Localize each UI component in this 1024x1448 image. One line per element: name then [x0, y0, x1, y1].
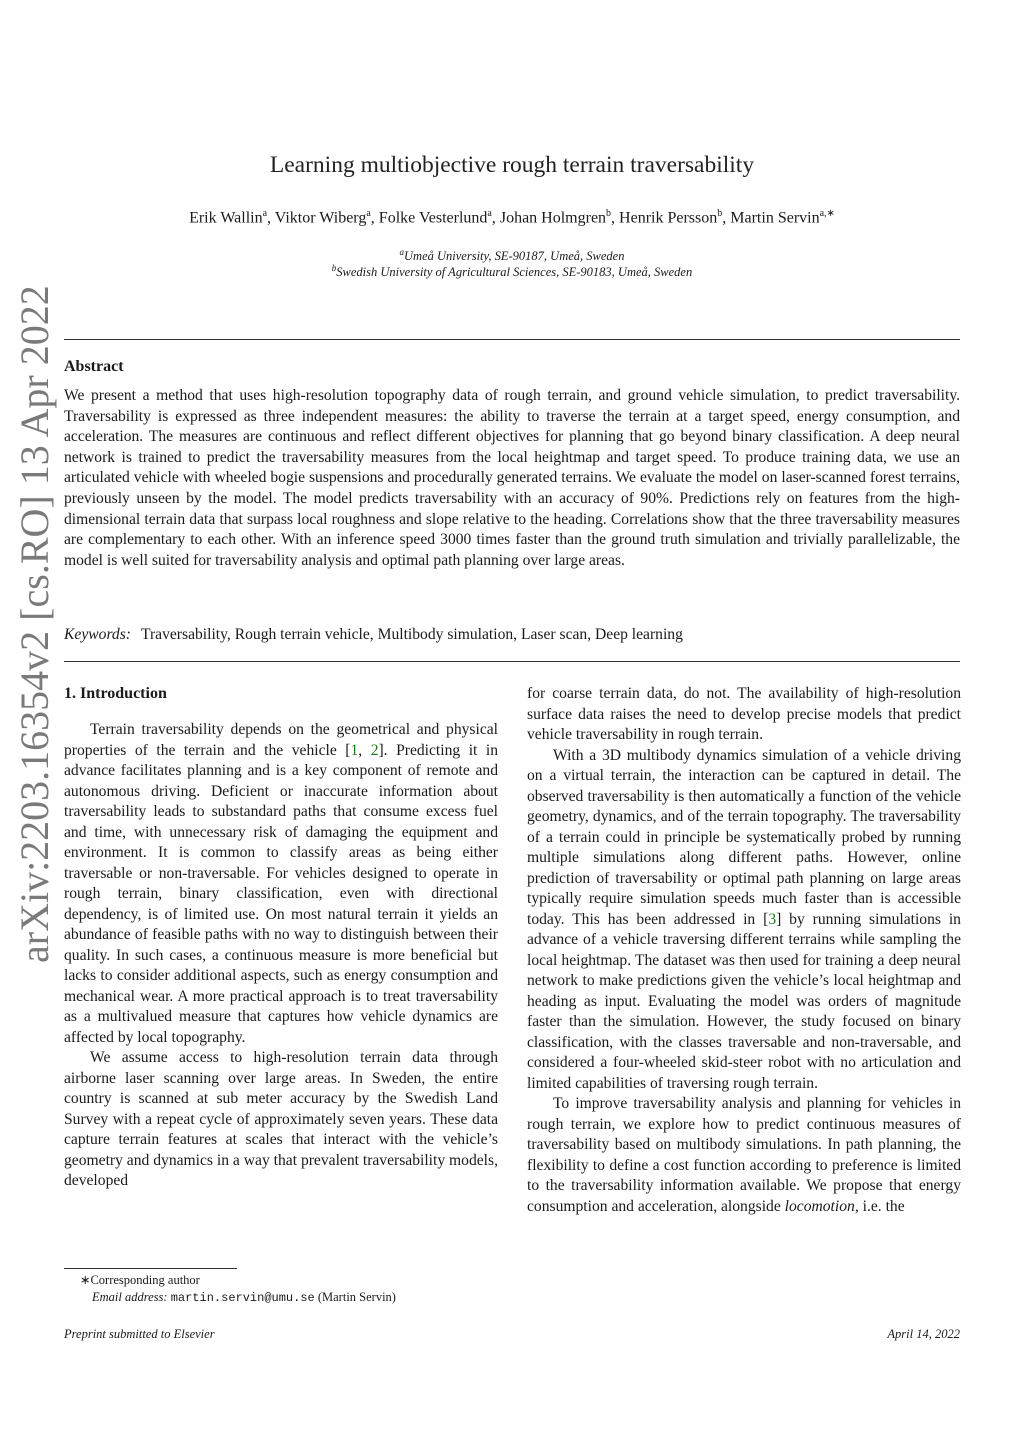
keywords	[64, 626, 960, 644]
paragraph-text: To improve traversability analysis and planning for vehicles in rough terrain, we explore how to predict continuous measures of traversability based on multibody simulations. In path planning, the flexibility to define a cost function according to preference is limited to the traversability information available. We propose that energy consumption and acceleration, alongside	[527, 1095, 961, 1215]
author-name: Viktor Wiberg	[274, 209, 367, 227]
paragraph	[527, 1094, 961, 1217]
top-divider	[64, 339, 960, 340]
footer-preprint: Preprint submitted to Elsevier	[64, 1327, 215, 1341]
author-list: Erik Wallin$^a$, Viktor Wiberg$^a$, Folke Vesterlund$^a$, Johan Holmgren$^b$, Henrik Persson$^b$, Martin Servin$^{a,∗}$	[189, 208, 835, 227]
left-column	[64, 684, 498, 1192]
author-affil-mark: a,∗	[819, 208, 835, 219]
footnote-email	[92, 1290, 396, 1305]
affiliation-a	[0, 247, 1024, 264]
right-column	[527, 684, 961, 1217]
author-name: Johan Holmgren	[499, 209, 607, 227]
author-affil-mark: a	[366, 208, 371, 219]
affiliation-mark: b	[331, 263, 337, 273]
author-affil-mark: a	[262, 208, 268, 219]
footnote-divider	[64, 1268, 237, 1269]
paragraph-text: , i.e. the	[854, 1197, 905, 1215]
keywords-label: Keywords:	[64, 626, 131, 643]
affiliation-b	[0, 263, 1024, 280]
paragraph-text: With a 3D multibody dynamics simulation of a vehicle driving on a virtual terrain, the interaction can be captured in detail. The observed traversability is then automatically a function of the vehicle geometry, dynamics, and of the terrain topography. The traversability of a terrain could in principle be systematically probed by running multiple simulations along different paths. However, online prediction of traversability or optimal path planning on large areas typically require simulation speeds much faster than is accessible today. This has been addressed in [	[527, 746, 961, 928]
paragraph-text: ,	[358, 741, 371, 759]
affiliation-mark: a	[399, 247, 405, 257]
citation-link[interactable]: 1	[350, 741, 359, 759]
keywords-text: Traversability, Rough terrain vehicle, Multibody simulation, Laser scan, Deep learning	[141, 626, 683, 643]
author-name: Erik Wallin	[189, 209, 263, 227]
citation-link[interactable]: 3	[768, 910, 777, 928]
author-name: Henrik Persson	[619, 209, 718, 227]
author-affil-mark: b	[606, 208, 612, 219]
paragraph	[527, 746, 961, 1095]
abstract-body: We present a method that uses high-resolution topography data of rough terrain, and ground vehicle simulation, to predict traversability. Traversability is expressed as three independent measures: the ability to traverse the terrain at a target speed, energy consumption, and acceleration. The measures are continuous and reflect different objectives for planning that go beyond binary classification. A deep neural network is trained to predict the traversability measures from the local heightmap and target speed. To produce training data, we use an articulated vehicle with wheeled bogie suspensions and procedurally generated terrains. We evaluate the model on laser-scanned forest terrains, previously unseen by the model. The model predicts traversability with an accuracy of 90%. Predictions rely on features from the high-dimensional terrain data that surpass local roughness and slope relative to the heading. Correlations show that the three traversability measures are complementary to each other. With an inference speed 3000 times faster than the ground truth simulation and trivially parallelizable, the model is well suited for traversability analysis and optimal path planning over large areas.	[64, 387, 960, 569]
affiliation-text: Swedish University of Agricultural Sciences, SE-90183, Umeå, Sweden	[336, 265, 693, 280]
paragraph-text: ]. Predicting it in advance facilitates planning and is a key component of remote and autonomous driving. Deficient or inaccurate information about traversability leads to substandard paths that consume excess fuel and time, with unnecessary risk of damaging the equipment and environment. It is common to classify areas as being either traversable or non-traversable. For vehicles designed to operate in rough terrain, binary classification, even with directional dependency, is of limited use. On most natural terrain it yields an abundance of feasible paths with no way to distinguish between their quality. In such cases, a continuous measure is more beneficial but lacks to consider additional aspects, such as energy consumption and mechanical wear. A more practical approach is to treat traversability as a multivalued measure that captures how vehicle dynamics are affected by local topography.	[64, 741, 499, 1046]
section-heading: 1. Introduction	[64, 685, 167, 702]
footer-date: April 14, 2022	[887, 1327, 960, 1341]
author-affil-mark: b	[717, 208, 723, 219]
paragraph-text: Terrain traversability depends on the geometrical and physical properties of the terrain and the vehicle [	[64, 721, 498, 759]
email-label: Email address:	[92, 1290, 168, 1304]
email-name: (Martin Servin)	[317, 1290, 396, 1304]
bottom-divider	[64, 661, 960, 662]
paragraph: for coarse terrain data, do not. The availability of high-resolution surface data raises the need to develop precise models that predict vehicle traversability in rough terrain.	[527, 685, 961, 743]
author-name: Martin Servin	[730, 209, 820, 227]
emphasis-text: locomotion	[784, 1197, 855, 1215]
paper-title: Learning multiobjective rough terrain traversability	[269, 152, 755, 178]
arxiv-identifier-stamp: arXiv:2203.16354v2 [cs.RO] 13 Apr 2022	[12, 285, 57, 963]
author-name: Folke Vesterlund	[378, 209, 488, 227]
author-affil-mark: a	[487, 208, 492, 219]
affiliation-text: Umeå University, SE-90187, Umeå, Sweden	[404, 249, 625, 264]
paragraph-text: ] by running simulations in advance of a vehicle traversing different terrains while sampling the local heightmap. The dataset was then used for training a deep neural network to make predictions given the vehicle’s local heightmap and heading as input. Evaluating the model was orders of magnitude faster than the simulation. However, the study focused on binary classification, with the classes traversable and non-traversable, and considered a four-wheeled skid-steer robot with no articulation and limited capabilities of traversing rough terrain.	[527, 910, 961, 1092]
paragraph: We assume access to high-resolution terrain data through airborne laser scanning over large areas. In Sweden, the entire country is scanned at sub meter accuracy by the Swedish Land Survey with a repeat cycle of approximately seven years. These data capture terrain features at scales that interact with the vehicle’s geometry and dynamics in a way that prevalent traversability models, developed	[64, 1049, 498, 1189]
paragraph	[64, 720, 498, 1048]
abstract-heading: Abstract	[64, 358, 124, 375]
email-link[interactable]: martin.servin@umu.se	[170, 1291, 315, 1305]
footnote-corresponding: ∗Corresponding author	[80, 1273, 200, 1287]
citation-link[interactable]: 2	[370, 741, 379, 759]
